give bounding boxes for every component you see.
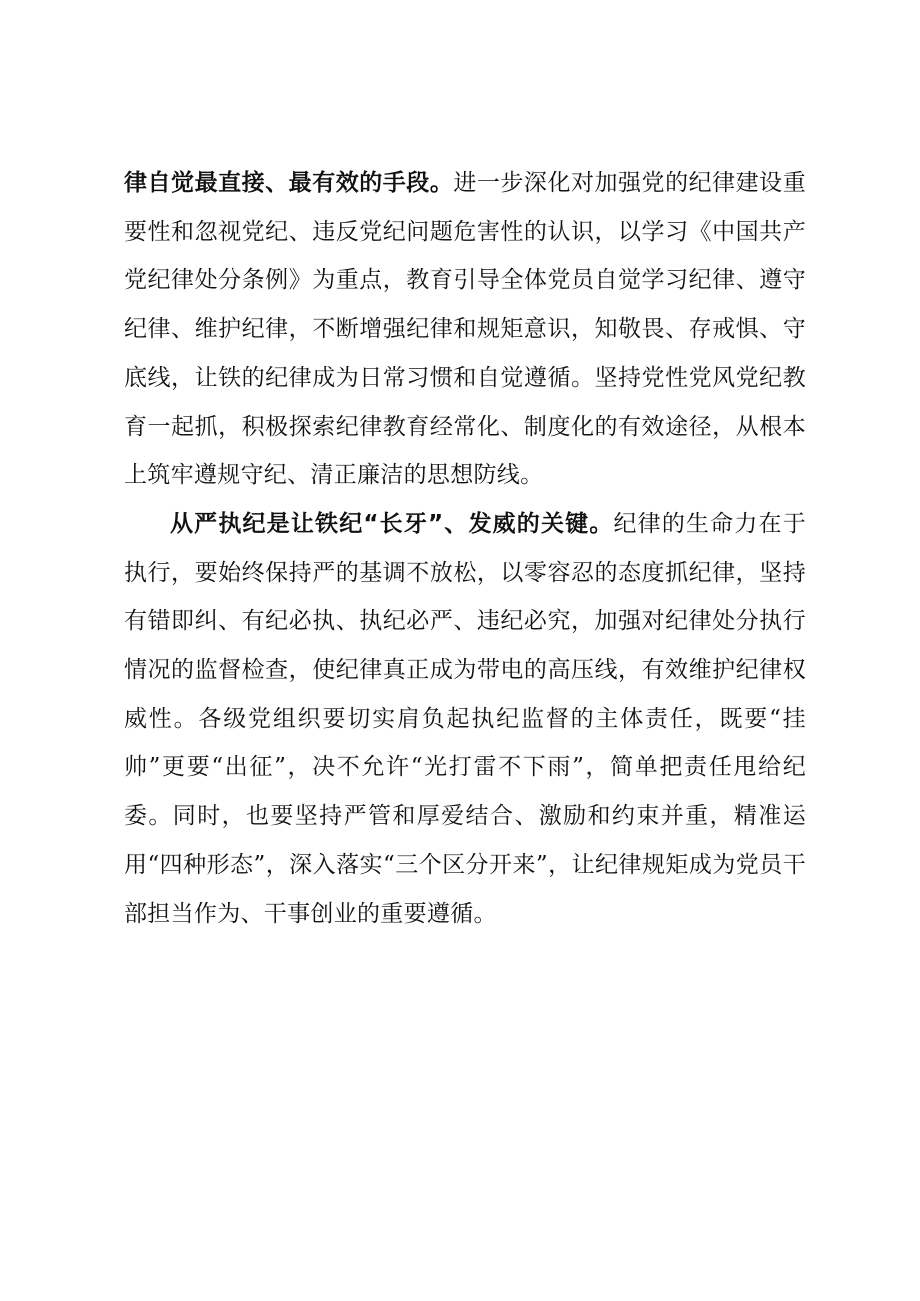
paragraph-2-body: 纪律的生命力在于执行，要始终保持严的基调不放松，以零容忍的态度抓纪律，坚持有错即纠、有纪必执、执纪必严、违纪必究，加强对纪律处分执行情况的监督检查，使纪律真正成为带电的高压线，有效维护纪律权威性。各级党组织要切实肩负起执纪监督的主体责任，既要“挂帅”更要“出征”，决不允许“光打雷不下雨”，简单把责任甩给纪委。同时，也要坚持严管和厚爱结合、激励和约束并重，精准运用“四种形态”，深入落实“三个区分开来”，让纪律规矩成为党员干部担当作为、干事创业的重要遵循。	[124, 510, 806, 927]
paragraph-1-body: 进一步深化对加强党的纪律建设重要性和忽视党纪、违反党纪问题危害性的认识，以学习《中国共产党纪律处分条例》为重点，教育引导全体党员自觉学习纪律、遵守纪律、维护纪律，不断增强纪律和规矩意识，知敬畏、存戒惧、守底线，让铁的纪律成为日常习惯和自觉遵循。坚持党性党风党纪教育一起抓，积极探索纪律教育经常化、制度化的有效途径，从根本上筑牢遵规守纪、清正廉洁的思想防线。	[124, 170, 807, 489]
paragraph-2	[124, 500, 806, 938]
paragraph-1-lead: 律自觉最直接、最有效的手段。	[124, 170, 454, 196]
document-body	[124, 159, 806, 938]
paragraph-2-lead: 从严执纪是让铁纪“长牙”、发威的关键。	[170, 510, 614, 537]
paragraph-1	[124, 159, 806, 500]
